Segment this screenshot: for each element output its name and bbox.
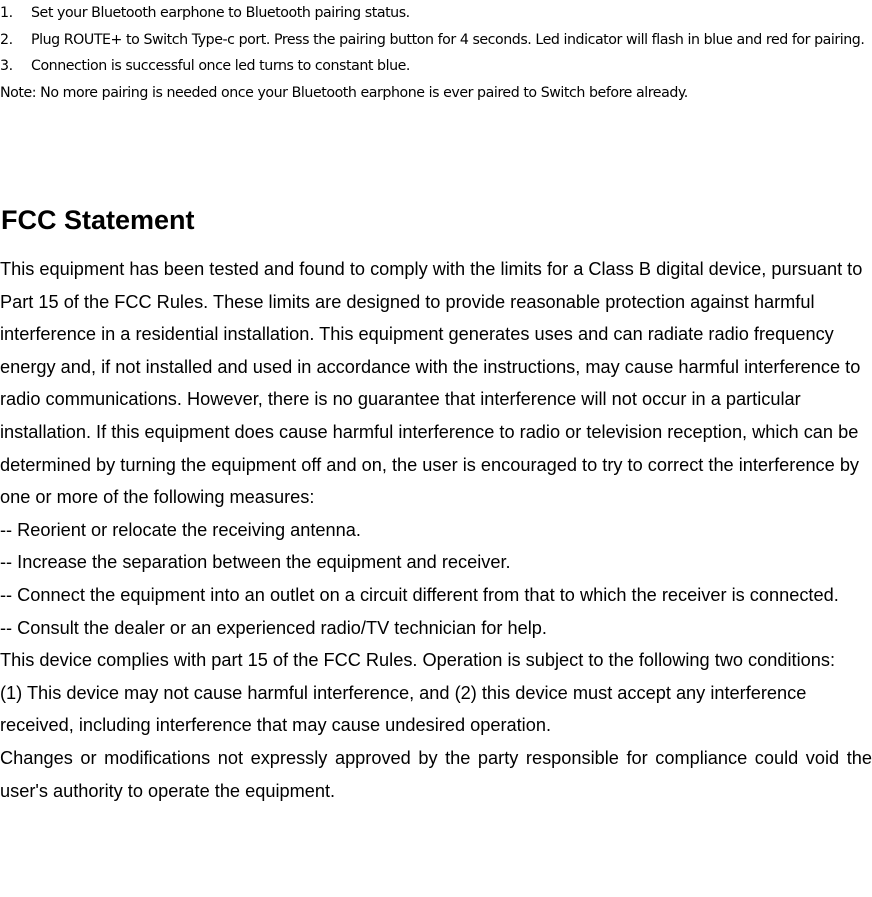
fcc-changes-warning: Changes or modifications not expressly approved by the party responsible for compliance could void the user's authority to operate the equipment. <box>0 747 872 801</box>
fcc-paragraph-compliance: This equipment has been tested and found to comply with the limits for a Class B digital device, pursuant to Part 15 of the FCC Rules. These limits are designed to provide reasonable protection against harmful interference in a residential installation. This equipment generates uses and can radiate radio frequency energy and, if not installed and used in accordance with the instructions, may cause harmful interference to radio communications. However, there is no guarantee that interference will not occur in a particular installation. If this equipment does cause harmful interference to radio or television reception, which can be determined by turning the equipment off and on, the user is encouraged to try to correct the interference by one or more of the following measures: <box>0 259 863 508</box>
pairing-step-3 <box>0 53 872 80</box>
pairing-instructions <box>0 0 872 106</box>
step-text: Connection is successful once led turns to constant blue. <box>31 58 410 74</box>
fcc-measure-2: -- Increase the separation between the equipment and receiver. <box>0 552 511 573</box>
pairing-step-2 <box>0 27 872 54</box>
fcc-measure-1: -- Reorient or relocate the receiving antenna. <box>0 519 361 540</box>
step-text: Set your Bluetooth earphone to Bluetooth pairing status. <box>31 5 410 21</box>
fcc-measure-3: -- Connect the equipment into an outlet on a circuit different from that to which the receiver is connected. <box>0 584 839 605</box>
step-text: Plug ROUTE+ to Switch Type-c port. Press the pairing button for 4 seconds. Led indicator will flash in blue and red for pairing. <box>31 31 865 48</box>
fcc-statement-body <box>0 253 872 807</box>
step-number: 3. <box>0 58 13 74</box>
step-number: 2. <box>0 31 13 48</box>
fcc-measure-4: -- Consult the dealer or an experienced radio/TV technician for help. <box>0 617 547 638</box>
fcc-heading: FCC Statement <box>1 205 195 235</box>
pairing-step-1 <box>0 0 872 27</box>
fcc-conditions: (1) This device may not cause harmful interference, and (2) this device must accept any interference received, including interference that may cause undesired operation. <box>0 682 807 736</box>
pairing-note: Note: No more pairing is needed once your Bluetooth earphone is ever paired to Switch before already. <box>0 84 688 101</box>
fcc-paragraph-part15: This device complies with part 15 of the FCC Rules. Operation is subject to the following two conditions: <box>0 650 835 671</box>
step-number: 1. <box>0 5 13 21</box>
